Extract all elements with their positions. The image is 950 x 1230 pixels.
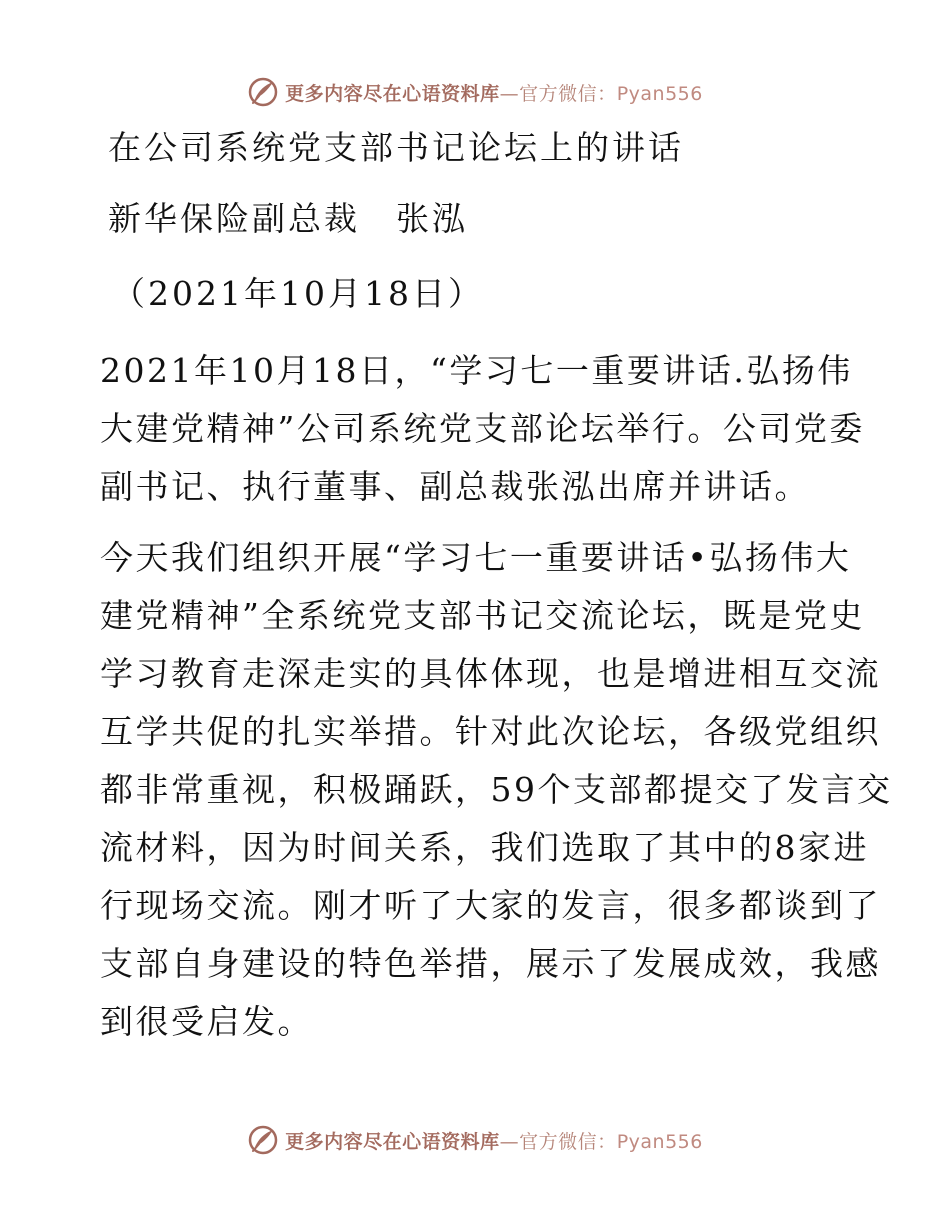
quill-logo-icon: [247, 76, 279, 108]
paragraph-line: 支部自身建设的特色举措，展示了发展成效，我感: [100, 944, 881, 983]
paragraph-body: [100, 529, 893, 1051]
paragraph-line: 都非常重视，积极踊跃，59个支部都提交了发言交: [100, 770, 893, 809]
paragraph-line: 今天我们组织开展“学习七一重要讲话•弘扬伟大: [100, 538, 852, 577]
paragraph-line: 行现场交流。刚才听了大家的发言，很多都谈到了: [100, 886, 881, 925]
header-watermark: [0, 72, 950, 112]
paragraph-intro: [100, 342, 865, 516]
quill-logo-icon: [247, 1124, 279, 1156]
paragraph-line: 学习教育走深走实的具体体现，也是增进相互交流: [100, 654, 881, 693]
paragraph-line: 到很受启发。: [100, 1002, 313, 1041]
watermark-text: 更多内容尽在心语资料库—官方微信：Pyan556: [285, 1130, 703, 1153]
paragraph-line: 建党精神”全系统党支部书记交流论坛，既是党史: [100, 596, 865, 635]
paragraph-line: 副书记、执行董事、副总裁张泓出席并讲话。: [100, 467, 810, 506]
document-date: （2021年10月18日）: [112, 274, 484, 313]
paragraph-line: 大建党精神”公司系统党支部论坛举行。公司党委: [100, 409, 865, 448]
paragraph-line: 2021年10月18日，“学习七一重要讲话.弘扬伟: [100, 351, 853, 390]
document-author: 新华保险副总裁 张泓: [108, 199, 468, 238]
paragraph-line: 互学共促的扎实举措。针对此次论坛，各级党组织: [100, 712, 881, 751]
watermark-text: 更多内容尽在心语资料库—官方微信：Pyan556: [285, 82, 703, 105]
document-title: 在公司系统党支部书记论坛上的讲话: [108, 128, 684, 167]
footer-watermark: [0, 1120, 950, 1160]
paragraph-line: 流材料，因为时间关系，我们选取了其中的8家进: [100, 828, 869, 867]
